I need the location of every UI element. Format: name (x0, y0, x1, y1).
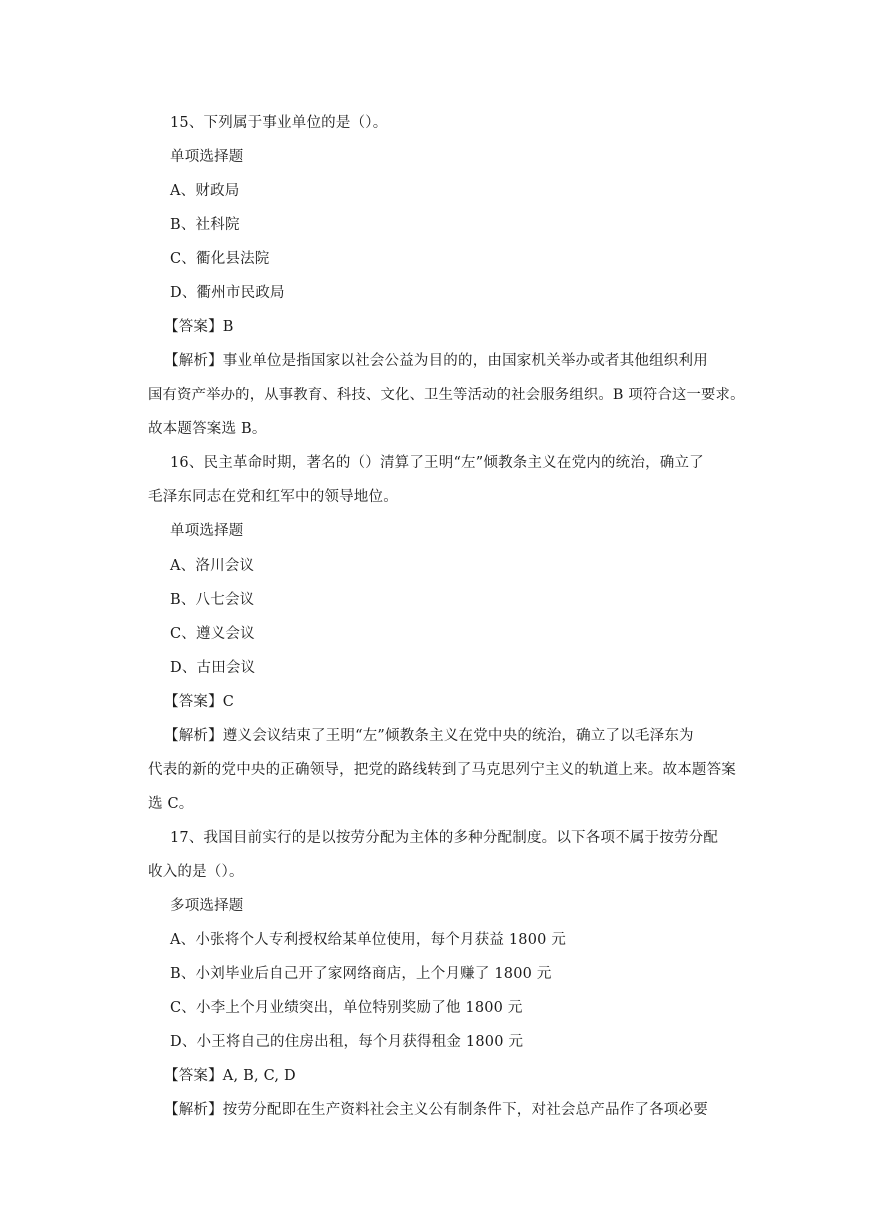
question-17-option-a: A、小张将个人专利授权给某单位使用，每个月获益 1800 元 (170, 932, 567, 948)
question-16-stem-line-2: 毛泽东同志在党和红军中的领导地位。 (148, 489, 398, 505)
question-15-answer: 【答案】B (164, 319, 234, 335)
question-17-stem-line-2: 收入的是（）。 (148, 864, 244, 880)
question-15-option-c: C、衢化县法院 (170, 251, 270, 267)
question-15-analysis-line-2: 国有资产举办的，从事教育、科技、文化、卫生等活动的社会服务组织。B 项符合这一要求。 (148, 387, 745, 403)
question-15-analysis-line-3: 故本题答案选 B。 (148, 421, 267, 437)
question-16-option-b: B、八七会议 (170, 592, 255, 608)
question-16-analysis-line-1: 【解析】遵义会议结束了王明“左”倾教条主义在党中央的统治，确立了以毛泽东为 (164, 728, 694, 744)
question-16-type: 单项选择题 (170, 523, 244, 539)
question-17-option-d: D、小王将自己的住房出租，每个月获得租金 1800 元 (170, 1034, 524, 1050)
question-16-stem-line-1: 16、民主革命时期，著名的（）清算了王明“左”倾教条主义在党内的统治，确立了 (170, 455, 704, 471)
question-17-analysis-line-1: 【解析】按劳分配即在生产资料社会主义公有制条件下，对社会总产品作了各项必要 (164, 1102, 708, 1118)
question-15-analysis-line-1: 【解析】事业单位是指国家以社会公益为目的的，由国家机关举办或者其他组织利用 (164, 353, 708, 369)
question-17-stem-line-1: 17、我国目前实行的是以按劳分配为主体的多种分配制度。以下各项不属于按劳分配 (170, 830, 719, 846)
question-15-option-d: D、衢州市民政局 (170, 285, 285, 301)
question-15-option-a: A、财政局 (170, 183, 240, 199)
question-17-answer: 【答案】A, B, C, D (164, 1068, 296, 1084)
question-15-stem: 15、下列属于事业单位的是（）。 (170, 115, 388, 131)
question-17-type: 多项选择题 (170, 898, 244, 914)
question-16-option-d: D、古田会议 (170, 660, 256, 676)
question-17-option-c: C、小李上个月业绩突出，单位特别奖励了他 1800 元 (170, 1000, 523, 1016)
question-15-option-b: B、社科院 (170, 217, 240, 233)
question-16-answer: 【答案】C (164, 694, 235, 710)
question-17-option-b: B、小刘毕业后自己开了家网络商店，上个月赚了 1800 元 (170, 966, 552, 982)
question-16-option-a: A、洛川会议 (170, 558, 255, 574)
question-16-option-c: C、遵义会议 (170, 626, 255, 642)
question-15-type: 单项选择题 (170, 149, 244, 165)
question-16-analysis-line-3: 选 C。 (148, 796, 194, 812)
question-16-analysis-line-2: 代表的新的党中央的正确领导，把党的路线转到了马克思列宁主义的轨道上来。故本题答案 (148, 762, 736, 778)
